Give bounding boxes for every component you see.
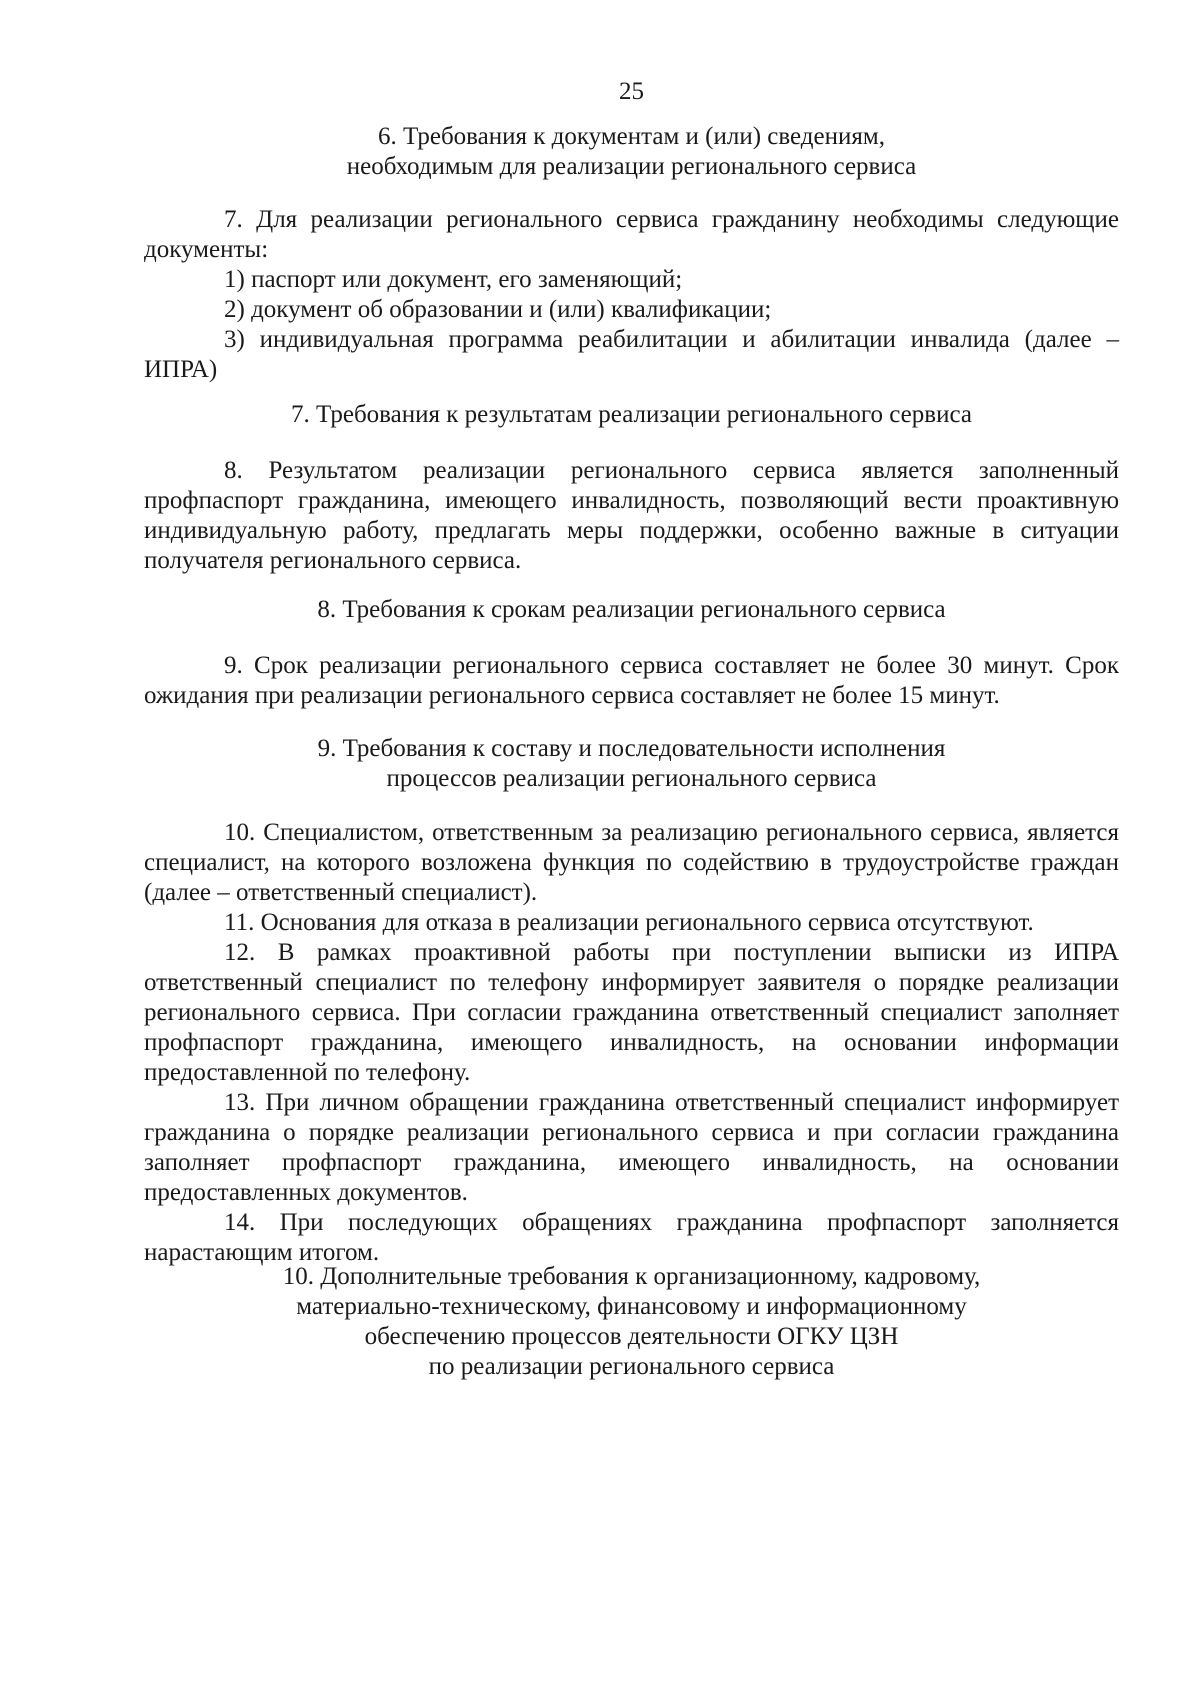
paragraph-9: [144, 651, 1119, 711]
paragraph-8-text: 8. Результатом реализации регионального сервиса является заполненный профпаспорт гражданина, имеющего инвалидность, позволяющий вести проактивную индивидуальную работу, предлагать меры поддержки, особенно важные в ситуации получателя регионального сервиса.: [144, 457, 1119, 574]
paragraph-8: [144, 456, 1119, 576]
paragraphs-10-14: [144, 818, 1119, 1268]
heading-line: обеспечению процессов деятельности ОГКУ ЦЗН: [364, 1323, 899, 1350]
heading-line: 10. Дополнительные требования к организационному, кадровому,: [282, 1263, 981, 1290]
list-item: 2) документ об образовании и (или) квалификации;: [224, 296, 772, 323]
list-item: 3) индивидуальная программа реабилитации и абилитации инвалида (далее – ИПРА): [144, 326, 1119, 383]
heading-line: 6. Требования к документам и (или) сведениям,: [378, 123, 885, 150]
paragraph-10: 10. Специалистом, ответственным за реализацию регионального сервиса, является специалист, на которого возложена функция по содействию в трудоустройстве граждан (далее – ответственный специалист).: [144, 819, 1119, 906]
paragraph-7-intro: 7. Для реализации регионального сервиса гражданину необходимы следующие документы:: [144, 206, 1119, 263]
heading-line: по реализации регионального сервиса: [428, 1353, 835, 1380]
paragraph-12: 12. В рамках проактивной работы при поступлении выписки из ИПРА ответственный специалист по телефону информирует заявителя о порядке реализации регионального сервиса. При согласии гражданина ответственный специалист заполняет профпаспорт гражданина, имеющего инвалидность, на основании информации предоставленной по телефону.: [144, 939, 1119, 1086]
paragraph-7: [144, 205, 1119, 385]
section-10-heading: [144, 1262, 1119, 1382]
section-9-heading: [144, 734, 1119, 794]
section-8-heading: [144, 595, 1119, 625]
page-number: 25: [619, 78, 644, 105]
paragraph-9-text: 9. Срок реализации регионального сервиса составляет не более 30 минут. Срок ожидания при реализации регионального сервиса составляет не более 15 минут.: [144, 652, 1119, 709]
paragraph-13: 13. При личном обращении гражданина ответственный специалист информирует гражданина о порядке реализации регионального сервиса и при согласии гражданина заполняет профпаспорт гражданина, имеющего инвалидность, на основании предоставленных документов.: [144, 1089, 1119, 1206]
heading-line: материально-техническому, финансовому и информационному: [296, 1293, 967, 1320]
heading-line: 9. Требования к составу и последовательности исполнения: [317, 735, 946, 762]
list-item: 1) паспорт или документ, его заменяющий;: [224, 266, 683, 293]
heading-line: 8. Требования к срокам реализации регионального сервиса: [317, 596, 946, 623]
paragraph-14: 14. При последующих обращениях гражданина профпаспорт заполняется нарастающим итогом.: [144, 1209, 1119, 1266]
heading-line: необходимым для реализации регионального сервиса: [346, 153, 917, 180]
heading-line: процессов реализации регионального сервиса: [386, 765, 877, 792]
paragraph-11: 11. Основания для отказа в реализации регионального сервиса отсутствуют.: [224, 909, 1034, 936]
section-6-heading: [144, 122, 1119, 182]
heading-line: 7. Требования к результатам реализации регионального сервиса: [291, 401, 972, 428]
section-7-heading: [144, 400, 1119, 430]
